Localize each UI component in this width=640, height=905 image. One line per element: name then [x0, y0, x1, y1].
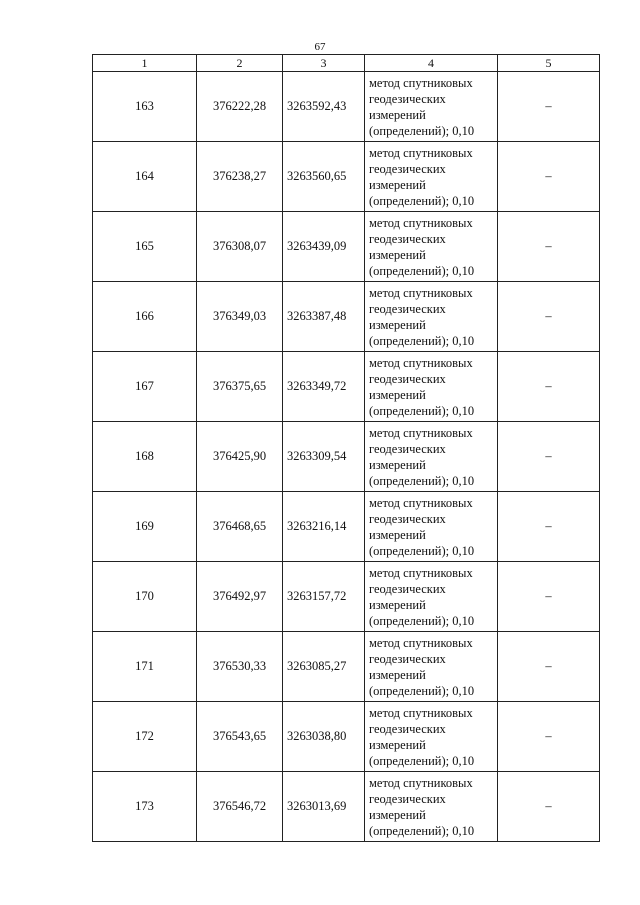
table-row [93, 142, 600, 212]
note-cell: – [498, 142, 600, 212]
table-row [93, 282, 600, 352]
note-cell: – [498, 282, 600, 352]
coordinate-y: 3263439,09 [283, 212, 365, 282]
method-line: метод спутниковых [369, 355, 473, 370]
method-line: метод спутниковых [369, 775, 473, 790]
coordinate-y: 3263013,69 [283, 772, 365, 842]
method-line: геодезических [369, 161, 446, 176]
coordinate-y: 3263592,43 [283, 72, 365, 142]
method-line: измерений [369, 247, 426, 262]
point-number: 169 [93, 492, 197, 562]
method-cell [365, 562, 498, 632]
method-line: геодезических [369, 511, 446, 526]
point-number: 165 [93, 212, 197, 282]
method-line: измерений [369, 527, 426, 542]
point-number: 166 [93, 282, 197, 352]
method-line: (определений); 0,10 [369, 823, 475, 838]
method-line: измерений [369, 737, 426, 752]
method-line: геодезических [369, 301, 446, 316]
method-line: измерений [369, 807, 426, 822]
method-cell [365, 72, 498, 142]
point-number: 168 [93, 422, 197, 492]
note-cell: – [498, 632, 600, 702]
method-line: геодезических [369, 231, 446, 246]
point-number: 163 [93, 72, 197, 142]
method-line: метод спутниковых [369, 145, 473, 160]
method-line: (определений); 0,10 [369, 753, 475, 768]
header-col-1: 1 [93, 55, 197, 72]
header-col-2: 2 [197, 55, 283, 72]
method-cell [365, 702, 498, 772]
point-number: 171 [93, 632, 197, 702]
method-line: (определений); 0,10 [369, 333, 475, 348]
coordinate-y: 3263560,65 [283, 142, 365, 212]
coordinate-y: 3263216,14 [283, 492, 365, 562]
method-cell [365, 772, 498, 842]
method-line: измерений [369, 107, 426, 122]
method-line: (определений); 0,10 [369, 543, 475, 558]
method-line: метод спутниковых [369, 705, 473, 720]
note-cell: – [498, 352, 600, 422]
coordinate-x: 376238,27 [197, 142, 283, 212]
method-cell [365, 632, 498, 702]
point-number: 172 [93, 702, 197, 772]
coordinate-y: 3263157,72 [283, 562, 365, 632]
coordinate-x: 376546,72 [197, 772, 283, 842]
coordinate-x: 376349,03 [197, 282, 283, 352]
method-line: метод спутниковых [369, 635, 473, 650]
table-row [93, 562, 600, 632]
header-col-5: 5 [498, 55, 600, 72]
coordinate-x: 376425,90 [197, 422, 283, 492]
method-cell [365, 492, 498, 562]
method-line: метод спутниковых [369, 495, 473, 510]
method-line: измерений [369, 667, 426, 682]
coordinate-x: 376492,97 [197, 562, 283, 632]
method-cell [365, 422, 498, 492]
table-row [93, 352, 600, 422]
note-cell: – [498, 422, 600, 492]
table-row [93, 772, 600, 842]
point-number: 170 [93, 562, 197, 632]
coordinate-x: 376375,65 [197, 352, 283, 422]
table-row [93, 492, 600, 562]
method-line: (определений); 0,10 [369, 193, 475, 208]
note-cell: – [498, 562, 600, 632]
method-line: метод спутниковых [369, 215, 473, 230]
coordinate-y: 3263085,27 [283, 632, 365, 702]
point-number: 164 [93, 142, 197, 212]
coordinate-y: 3263038,80 [283, 702, 365, 772]
method-line: геодезических [369, 371, 446, 386]
method-line: (определений); 0,10 [369, 683, 475, 698]
method-line: (определений); 0,10 [369, 403, 475, 418]
method-line: измерений [369, 457, 426, 472]
method-line: геодезических [369, 721, 446, 736]
method-line: метод спутниковых [369, 565, 473, 580]
table-row [93, 632, 600, 702]
method-line: метод спутниковых [369, 425, 473, 440]
coordinate-x: 376222,28 [197, 72, 283, 142]
method-line: (определений); 0,10 [369, 473, 475, 488]
method-line: измерений [369, 317, 426, 332]
table-row [93, 212, 600, 282]
table-header-row [93, 55, 600, 72]
note-cell: – [498, 212, 600, 282]
page-number: 67 [314, 41, 326, 53]
table-row [93, 702, 600, 772]
method-cell [365, 282, 498, 352]
method-line: измерений [369, 597, 426, 612]
header-col-3: 3 [283, 55, 365, 72]
coordinates-table [92, 54, 600, 842]
method-line: (определений); 0,10 [369, 613, 475, 628]
method-line: геодезических [369, 441, 446, 456]
method-line: измерений [369, 387, 426, 402]
method-line: (определений); 0,10 [369, 263, 475, 278]
table-row [93, 422, 600, 492]
note-cell: – [498, 492, 600, 562]
coordinate-x: 376530,33 [197, 632, 283, 702]
coordinate-y: 3263309,54 [283, 422, 365, 492]
method-line: метод спутниковых [369, 75, 473, 90]
method-line: геодезических [369, 651, 446, 666]
method-cell [365, 352, 498, 422]
coordinate-y: 3263387,48 [283, 282, 365, 352]
note-cell: – [498, 72, 600, 142]
table-row [93, 72, 600, 142]
coordinate-x: 376308,07 [197, 212, 283, 282]
method-cell [365, 212, 498, 282]
method-line: геодезических [369, 581, 446, 596]
method-line: (определений); 0,10 [369, 123, 475, 138]
coordinate-x: 376543,65 [197, 702, 283, 772]
coordinate-x: 376468,65 [197, 492, 283, 562]
method-cell [365, 142, 498, 212]
method-line: измерений [369, 177, 426, 192]
method-line: геодезических [369, 791, 446, 806]
method-line: геодезических [369, 91, 446, 106]
note-cell: – [498, 702, 600, 772]
header-col-4: 4 [365, 55, 498, 72]
coordinate-y: 3263349,72 [283, 352, 365, 422]
point-number: 173 [93, 772, 197, 842]
point-number: 167 [93, 352, 197, 422]
note-cell: – [498, 772, 600, 842]
method-line: метод спутниковых [369, 285, 473, 300]
